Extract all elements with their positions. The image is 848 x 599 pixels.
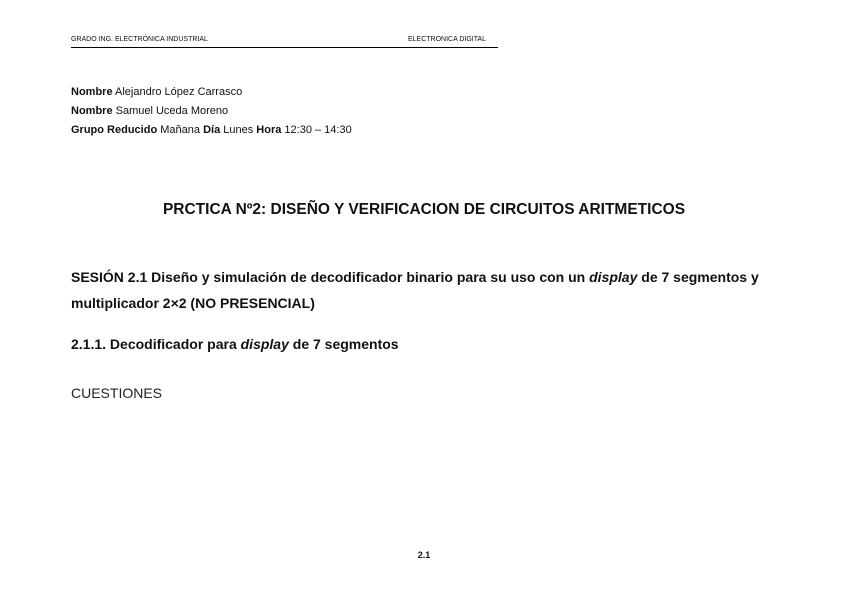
document-title: PRCTICA Nº2: DISEÑO Y VERIFICACION DE CIRCUITOS ARITMETICOS <box>162 201 686 218</box>
day-label: Día <box>203 124 221 136</box>
header-course: GRADO ING. ELECTRÓNICA INDUSTRIAL <box>71 36 208 43</box>
subsection-text-end: de 7 segmentos <box>292 336 399 352</box>
group-line <box>71 122 352 141</box>
session-text-end: de 7 segmentos y <box>641 269 759 285</box>
page-number: 2.1 <box>417 550 431 560</box>
student-line-2 <box>71 103 352 122</box>
session-heading-line-1 <box>71 264 781 290</box>
group-label: Grupo Reducido <box>71 124 158 136</box>
student-line-1 <box>71 84 352 103</box>
page-header <box>71 35 498 48</box>
subsection-text-start: 2.1.1. Decodificador para <box>71 336 237 352</box>
time-label: Hora <box>256 124 282 136</box>
session-heading-line-2: multiplicador 2×2 (NO PRESENCIAL) <box>71 295 315 311</box>
name-label: Nombre <box>71 86 113 98</box>
name-label: Nombre <box>71 105 113 117</box>
session-text-italic: display <box>589 269 638 285</box>
student-name-2: Samuel Uceda Moreno <box>115 105 229 117</box>
group-value: Mañana <box>160 124 200 136</box>
subsection-heading <box>71 335 399 353</box>
session-text-start: SESIÓN 2.1 Diseño y simulación de decodificador binario para su uso con un <box>71 269 586 285</box>
questions-heading: CUESTIONES <box>71 385 163 401</box>
session-heading <box>71 264 781 316</box>
student-info <box>71 84 352 141</box>
day-value: Lunes <box>223 124 254 136</box>
header-subject: ELECTRONICA DIGITAL <box>408 36 487 43</box>
student-name-1: Alejandro López Carrasco <box>115 86 243 98</box>
time-value: 12:30 – 14:30 <box>284 124 352 136</box>
subsection-text-italic: display <box>240 336 289 352</box>
